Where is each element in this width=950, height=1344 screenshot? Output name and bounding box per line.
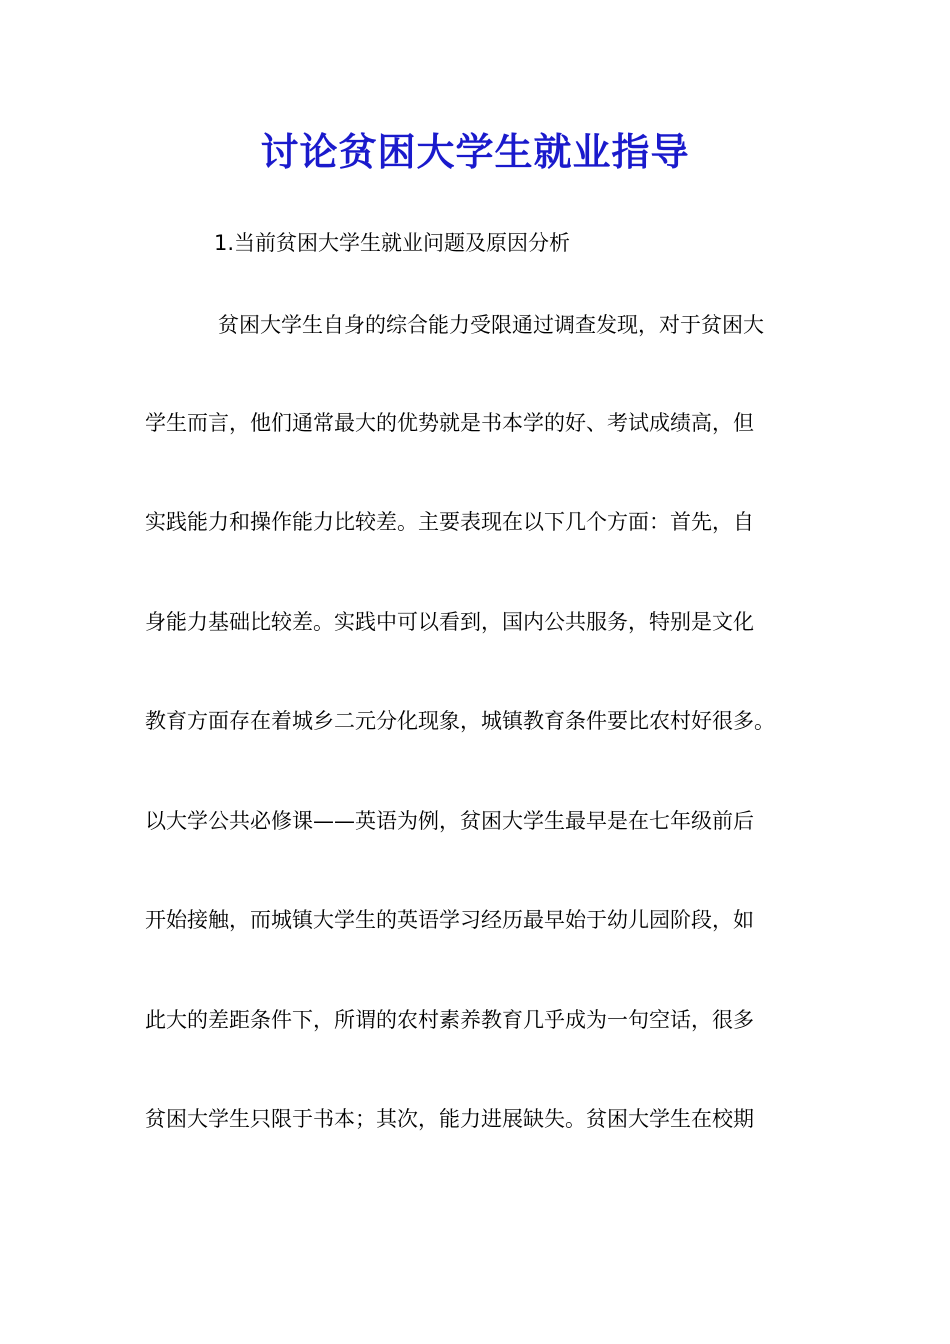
paragraph-line: 贫困大学生只限于书本；其次，能力进展缺失。贫困大学生在校期 (145, 1107, 754, 1131)
paragraph-line: 身能力基础比较差。实践中可以看到，国内公共服务，特别是文化 (145, 610, 754, 634)
paragraph-line: 以大学公共必修课——英语为例，贫困大学生最早是在七年级前后 (145, 809, 754, 833)
paragraph-line: 教育方面存在着城乡二元分化现象，城镇教育条件要比农村好很多。 (145, 709, 775, 733)
paragraph-line: 此大的差距条件下，所谓的农村素养教育几乎成为一句空话，很多 (145, 1008, 754, 1032)
paragraph-line: 开始接触，而城镇大学生的英语学习经历最早始于幼儿园阶段，如 (145, 908, 754, 932)
paragraph-line: 学生而言，他们通常最大的优势就是书本学的好、考试成绩高，但 (145, 411, 754, 435)
paragraph-line: 贫困大学生自身的综合能力受限通过调查发现，对于贫困大 (218, 313, 764, 337)
paragraph-line: 实践能力和操作能力比较差。主要表现在以下几个方面：首先，自 (145, 510, 754, 534)
section-heading: 1.当前贫困大学生就业问题及原因分析 (214, 231, 571, 255)
document-title: 讨论贫困大学生就业指导 (260, 130, 690, 174)
